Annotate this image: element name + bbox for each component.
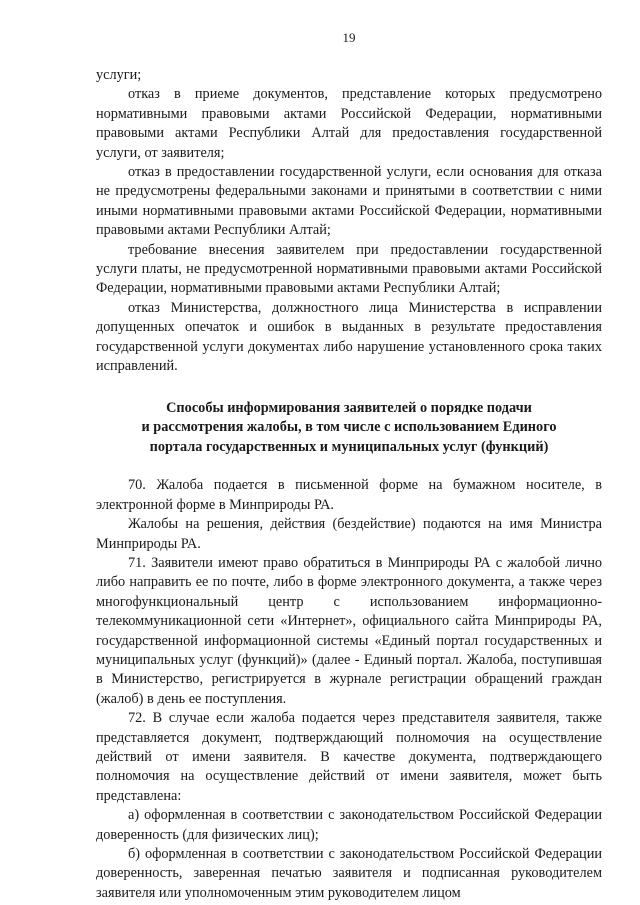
paragraph: отказ Министерства, должностного лица Министерства в исправлении допущенных опечаток и ошибок в выданных в результате предоставления государственной услуги документах либо нарушение установленного срока таких исправлений. <box>96 299 602 375</box>
paragraph-72: 72. В случае если жалоба подается через представителя заявителя, также представляется документ, подтверждающий полномочия на осуществление действий от имени заявителя. В качестве документа, подтверждающего полномочия на осуществление действий от имени заявителя, может быть представлена: <box>96 710 602 804</box>
section-heading <box>96 399 602 458</box>
paragraph: отказ в предоставлении государственной услуги, если основания для отказа не предусмотрены федеральными законами и принятыми в соответствии с ними иными нормативными правовыми актами Российской Федерации, нормативными правовыми актами Республики Алтай; <box>96 164 602 239</box>
paragraph: Жалобы на решения, действия (бездействие) подаются на имя Министра Минприроды РА. <box>96 516 602 552</box>
section-heading-line: портала государственных и муниципальных услуг (функций) <box>149 438 549 455</box>
list-item-a: а) оформленная в соответствии с законодательством Российской Федерации доверенность (для физических лиц); <box>96 807 602 843</box>
paragraph: отказ в приеме документов, представление которых предусмотрено нормативными правовыми актами Российской Федерации, нормативными правовыми актами Республики Алтай для предоставления государственной услуги, от заявителя; <box>96 86 602 161</box>
paragraph-70: 70. Жалоба подается в письменной форме на бумажном носителе, в электронной форме в Минприроды РА. <box>96 477 602 513</box>
section-heading-line: Способы информирования заявителей о порядке подачи <box>166 399 532 416</box>
list-item-b: б) оформленная в соответствии с законодательством Российской Федерации доверенность, заверенная печатью заявителя и подписанная руководителем заявителя или уполномоченным этим руководителем лицом <box>96 846 602 901</box>
section-before-heading <box>96 66 602 377</box>
paragraph: требование внесения заявителем при предоставлении государственной услуги платы, не предусмотренной нормативными правовыми актами Российской Федерации, нормативными правовыми актами Республики Алтай; <box>96 241 602 297</box>
paragraph: услуги; <box>96 67 142 83</box>
paragraph-71: 71. Заявители имеют право обратиться в Минприроды РА с жалобой лично либо направить ее по почте, либо в форме электронного документа, а также через многофункциональный центр с использованием информационно-телекоммуникационной сети «Интернет», официального сайта Минприроды РА, государственной информационной системы «Единый портал государственных и муниципальных услуг (функций)» (далее - Единый портал. Жалоба, поступившая в Министерство, регистрируется в журнале регистрации обращений граждан (жалоб) в день ее поступления. <box>96 554 602 707</box>
section-heading-line: и рассмотрения жалобы, в том числе с использованием Единого <box>141 419 557 436</box>
page-number: 19 <box>342 30 356 45</box>
document-page <box>96 30 602 903</box>
section-after-heading <box>96 476 602 903</box>
